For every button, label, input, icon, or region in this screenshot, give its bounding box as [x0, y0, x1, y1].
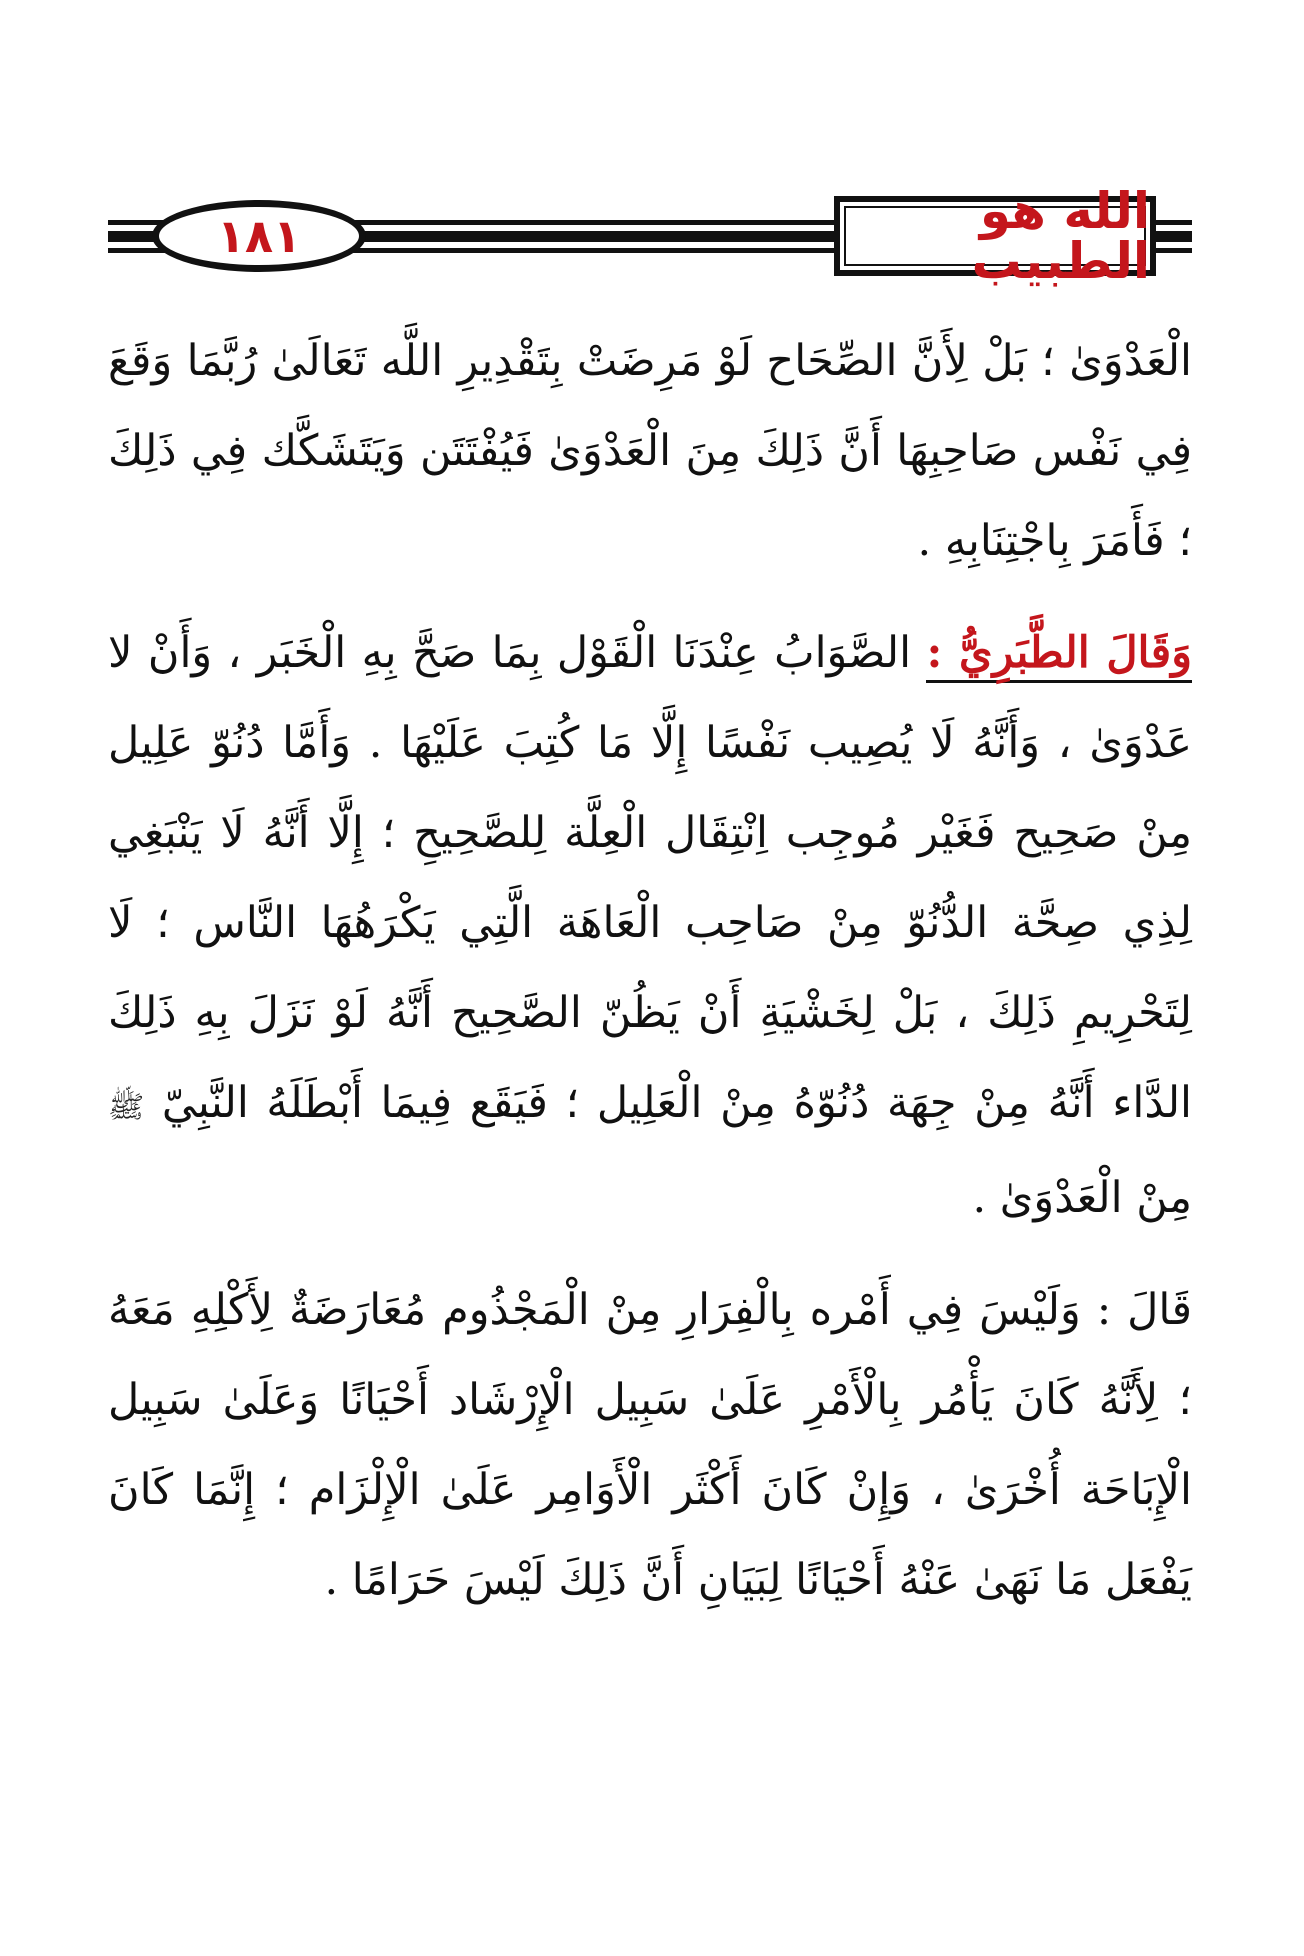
paragraph-2-text-after: مِنْ الْعَدْوَىٰ . [972, 1173, 1192, 1223]
paragraph-3-text: قَالَ : وَلَيْسَ فِي أَمْره بِالْفِرَارِ مِنْ الْمَجْذُوم مُعَارَضَةٌ لِأَكْلِهِ مَعَهُ ؛ لِأَنَّهُ كَانَ يَأْمُر بِالْأَمْرِ عَلَىٰ سَبِيل الْإِرْشَاد أَحْيَانًا وَعَلَىٰ سَبِيل الْإِبَاحَة أُخْرَىٰ ، وَإِنْ كَانَ أَكْثَر الْأَوَامِر عَلَىٰ الْإِلْزَام ؛ إِنَّمَا كَانَ يَفْعَل مَا نَهَىٰ عَنْهُ أَحْيَانًا لِبَيَانِ أَنَّ ذَلِكَ لَيْسَ حَرَامًا . [108, 1285, 1192, 1605]
salawat-honorific-icon: ﷺ [108, 1090, 145, 1125]
running-title-box [834, 182, 1156, 290]
paragraph-3 [108, 1265, 1192, 1625]
page-number: ١٨١ [216, 209, 302, 263]
page-number-oval [152, 200, 366, 272]
running-title: الله هو الطبيب [971, 182, 1150, 290]
paragraph-2-text: الصَّوَابُ عِنْدَنَا الْقَوْل بِمَا صَحَّ بِهِ الْخَبَر ، وَأَنْ لا عَدْوَىٰ ، وَأَنَّهُ لَا يُصِيب نَفْسًا إِلَّا مَا كُتِبَ عَلَيْهَا . وَأَمَّا دُنُوّ عَلِيل مِنْ صَحِيح فَغَيْر مُوجِب اِنْتِقَال الْعِلَّة لِلصَّحِيحِ ؛ إِلَّا أَنَّهُ لَا يَنْبَغِي لِذِي صِحَّة الدُّنُوّ مِنْ صَاحِب الْعَاهَة الَّتِي يَكْرَهُهَا النَّاس ؛ لَا لِتَحْرِيمِ ذَلِكَ ، بَلْ لِخَشْيَةِ أَنْ يَظُنّ الصَّحِيح أَنَّهُ لَوْ نَزَلَ بِهِ ذَلِكَ الدَّاء أَنَّهُ مِنْ جِهَة دُنُوّهُ مِنْ الْعَلِيل ؛ فَيَقَع فِيمَا أَبْطَلَهُ النَّبِيّ [108, 628, 1193, 1128]
paragraph-2 [108, 608, 1192, 1243]
paragraph-1-text: الْعَدْوَىٰ ؛ بَلْ لِأَنَّ الصِّحَاح لَوْ مَرِضَتْ بِتَقْدِيرِ اللَّه تَعَالَىٰ رُبَّمَا وَقَعَ فِي نَفْس صَاحِبِهَا أَنَّ ذَلِكَ مِنَ الْعَدْوَىٰ فَيُفْتَتَن وَيَتَشَكَّك فِي ذَلِكَ ؛ فَأَمَرَ بِاجْتِنَابِهِ . [108, 336, 1192, 566]
paragraph-1 [108, 316, 1192, 586]
page-header [108, 182, 1192, 290]
page-body [108, 316, 1192, 1625]
speaker-label: وَقَالَ الطَّبَرِيُّ : [926, 628, 1192, 683]
